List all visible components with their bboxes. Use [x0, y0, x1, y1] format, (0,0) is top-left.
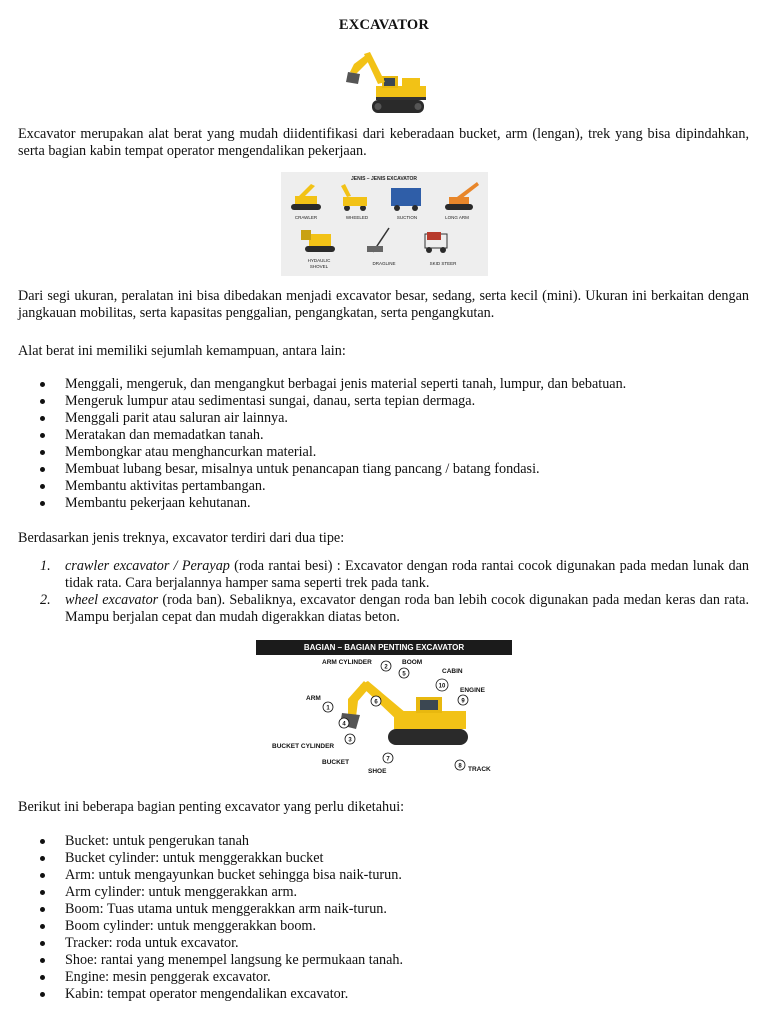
list-item [18, 558, 749, 592]
list-item: Membuat lubang besar, misalnya untuk penancapan tiang pancang / batang fondasi. [18, 461, 749, 478]
svg-text:3: 3 [348, 737, 352, 744]
list-item: Bucket: untuk pengerukan tanah [18, 833, 749, 850]
bullet-icon [40, 856, 45, 861]
bullet-icon [40, 450, 45, 455]
bullet-icon [40, 975, 45, 980]
type-term: wheel excavator [65, 592, 159, 608]
bullet-icon [40, 992, 45, 997]
parts-intro: Berikut ini beberapa bagian penting excavator yang perlu diketahui: [18, 799, 405, 815]
excavator-types-figure [281, 172, 488, 276]
svg-text:WHEELED: WHEELED [345, 215, 369, 220]
abilities-intro: Alat berat ini memiliki sejumlah kemampuan, antara lain: [18, 343, 346, 359]
svg-text:6: 6 [374, 699, 378, 706]
list-item: Membantu aktivitas pertambangan. [18, 478, 749, 495]
list-item: Boom: Tuas utama untuk menggerakkan arm naik-turun. [18, 901, 749, 918]
svg-text:7: 7 [386, 756, 390, 763]
svg-text:SHOVEL: SHOVEL [309, 264, 329, 269]
list-number: 2. [40, 592, 51, 608]
svg-text:SUCTION: SUCTION [396, 215, 418, 220]
callout-label-boom: BOOM [402, 659, 423, 666]
parts-list [18, 833, 749, 1003]
callout-label-shoe: SHOE [368, 768, 387, 775]
svg-text:DRAGLINE: DRAGLINE [372, 261, 396, 266]
callout-label-engine: ENGINE [460, 687, 485, 694]
parts-figure-banner: BAGIAN – BAGIAN PENTING EXCAVATOR [256, 640, 512, 655]
svg-text:9: 9 [461, 698, 465, 705]
callout-label-cabin: CABIN [442, 668, 463, 675]
bullet-icon [40, 924, 45, 929]
list-item: Boom cylinder: untuk menggerakkan boom. [18, 918, 749, 935]
excavator-parts-figure [256, 640, 512, 780]
callout-label-arm: ARM [306, 695, 321, 702]
bullet-icon [40, 907, 45, 912]
callout-label-bucket-cylinder: BUCKET CYLINDER [272, 743, 335, 750]
bullet-icon [40, 839, 45, 844]
bullet-icon [40, 890, 45, 895]
abilities-list [18, 376, 749, 512]
callout-label-bucket: BUCKET [322, 759, 350, 766]
track-shape [388, 729, 468, 745]
bullet-icon [40, 399, 45, 404]
bullet-icon [40, 484, 45, 489]
svg-text:10: 10 [438, 683, 446, 690]
list-number: 1. [40, 558, 51, 574]
list-item: Membongkar atau menghancurkan material. [18, 444, 749, 461]
list-item: Mengeruk lumpur atau sedimentasi sungai, danau, serta tepian dermaga. [18, 393, 749, 410]
bullet-icon [40, 941, 45, 946]
list-item: Engine: mesin penggerak excavator. [18, 969, 749, 986]
track-types-list [18, 558, 749, 626]
bullet-icon [40, 501, 45, 506]
list-item: Menggali, mengeruk, dan mengangkut berbagai jenis material seperti tanah, lumpur, dan bebatuan. [18, 376, 749, 393]
svg-text:CRAWLER: CRAWLER [294, 215, 318, 220]
list-item: Menggali parit atau saluran air lainnya. [18, 410, 749, 427]
list-item [18, 592, 749, 626]
svg-text:5: 5 [402, 671, 406, 678]
svg-text:SKID STEER: SKID STEER [429, 261, 457, 266]
type-description: (roda rantai besi) : Excavator dengan roda rantai cocok digunakan pada medan lunak dan tidak rata. Cara berjalannya hamper sama seperti trek pada tank. [65, 558, 749, 591]
callout-label-track: TRACK [468, 766, 491, 773]
list-item: Bucket cylinder: untuk menggerakkan bucket [18, 850, 749, 867]
callout-label-arm-cylinder: ARM CYLINDER [322, 659, 372, 666]
types-figure-heading: JENIS – JENIS EXCAVATOR [350, 176, 418, 182]
svg-text:HYDAULIC: HYDAULIC [307, 258, 331, 263]
type-description: (roda ban). Sebaliknya, excavator dengan roda ban lebih cocok digunakan pada medan keras dan rata. Mampu berjalan cepat dan mudah digerakkan diatas beton. [65, 592, 749, 625]
bullet-icon [40, 382, 45, 387]
svg-text:LONG ARM: LONG ARM [445, 215, 469, 220]
svg-text:1: 1 [326, 705, 330, 712]
list-item: Arm cylinder: untuk menggerakkan arm. [18, 884, 749, 901]
bullet-icon [40, 467, 45, 472]
list-item: Shoe: rantai yang menempel langsung ke permukaan tanah. [18, 952, 749, 969]
list-item: Kabin: tempat operator mengendalikan excavator. [18, 986, 749, 1003]
bullet-icon [40, 416, 45, 421]
document-title: EXCAVATOR [338, 17, 430, 33]
size-paragraph: Dari segi ukuran, peralatan ini bisa dibedakan menjadi excavator besar, sedang, serta kecil (mini). Ukuran ini berkaitan dengan jangkauan mobilitas, serta kapasitas penggalian, pengangkatan, serta pengangkutan. [18, 288, 749, 321]
track-types-intro: Berdasarkan jenis treknya, excavator terdiri dari dua tipe: [18, 530, 345, 546]
list-item: Arm: untuk mengayunkan bucket sehingga bisa naik-turun. [18, 867, 749, 884]
list-item: Membantu pekerjaan kehutanan. [18, 495, 749, 512]
bullet-icon [40, 958, 45, 963]
bullet-icon [40, 433, 45, 438]
type-term: crawler excavator / Perayap [65, 558, 230, 574]
svg-text:4: 4 [342, 721, 346, 728]
svg-text:2: 2 [384, 664, 388, 671]
excavator-parts-diagram [256, 655, 512, 780]
list-item: Meratakan dan memadatkan tanah. [18, 427, 749, 444]
excavator-hero-image [340, 42, 430, 116]
list-item: Tracker: roda untuk excavator. [18, 935, 749, 952]
bullet-icon [40, 873, 45, 878]
intro-paragraph: Excavator merupakan alat berat yang mudah diidentifikasi dari keberadaan bucket, arm (lengan), trek yang bisa dipindahkan, serta bagian kabin tempat operator mengendalikan pekerjaan. [18, 126, 749, 159]
svg-text:8: 8 [458, 763, 462, 770]
